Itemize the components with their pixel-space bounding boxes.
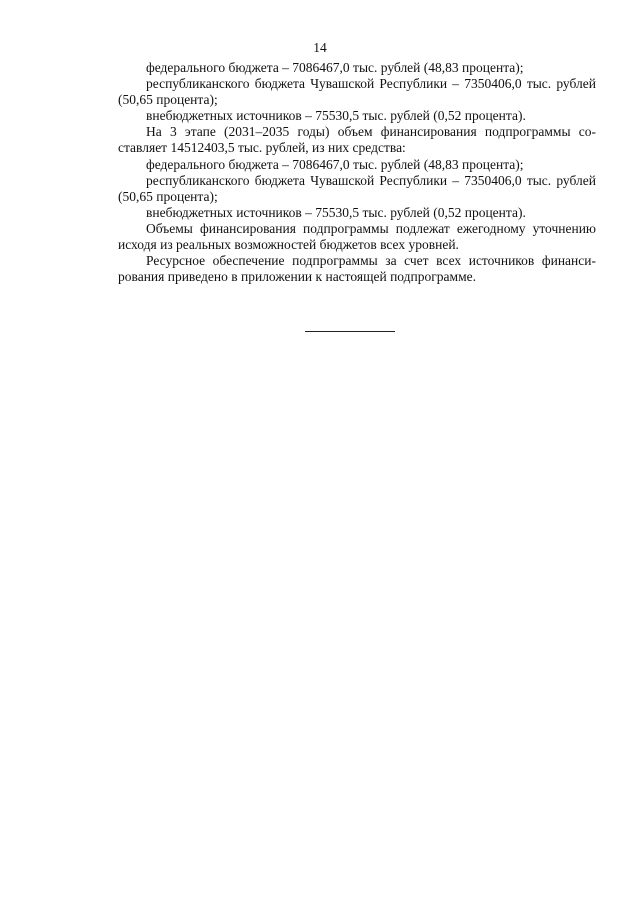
page-number: 14 (313, 40, 327, 55)
document-body (118, 60, 596, 285)
paragraph-federal-budget-stage2: федерального бюджета – 7086467,0 тыс. рублей (48,83 процента); (146, 60, 524, 75)
paragraph-annual-refinement: Объемы финансирования подпрограммы подлежат ежегодному уточнению исходя из реальных возможностей бюджетов всех уровней. (118, 220, 596, 253)
paragraph-extrabudgetary-stage3: внебюджетных источников – 75530,5 тыс. рублей (0,52 процента). (146, 204, 526, 220)
paragraph-federal-budget-stage3: федерального бюджета – 7086467,0 тыс. рублей (48,83 процента); (146, 156, 524, 172)
paragraph-resource-support: Ресурсное обеспечение подпрограммы за счет всех источников финансирования приведено в приложении к настоящей подпрограмме. (118, 253, 596, 285)
paragraph-republic-budget-stage3: республиканского бюджета Чувашской Республики – 7350406,0 тыс. рублей (50,65 процента); (118, 172, 596, 204)
paragraph-stage3-total: На 3 этапе (2031–2035 годы) объем финансирования подпрограммы составляет 14512403,5 тыс. рублей, из них средства: (118, 124, 596, 156)
paragraph-republic-budget-stage2: республиканского бюджета Чувашской Республики – 7350406,0 тыс. рублей (50,65 процента); (118, 76, 596, 108)
end-divider-line (305, 331, 395, 332)
paragraph-extrabudgetary-stage2: внебюджетных источников – 75530,5 тыс. рублей (0,52 процента). (146, 108, 526, 124)
